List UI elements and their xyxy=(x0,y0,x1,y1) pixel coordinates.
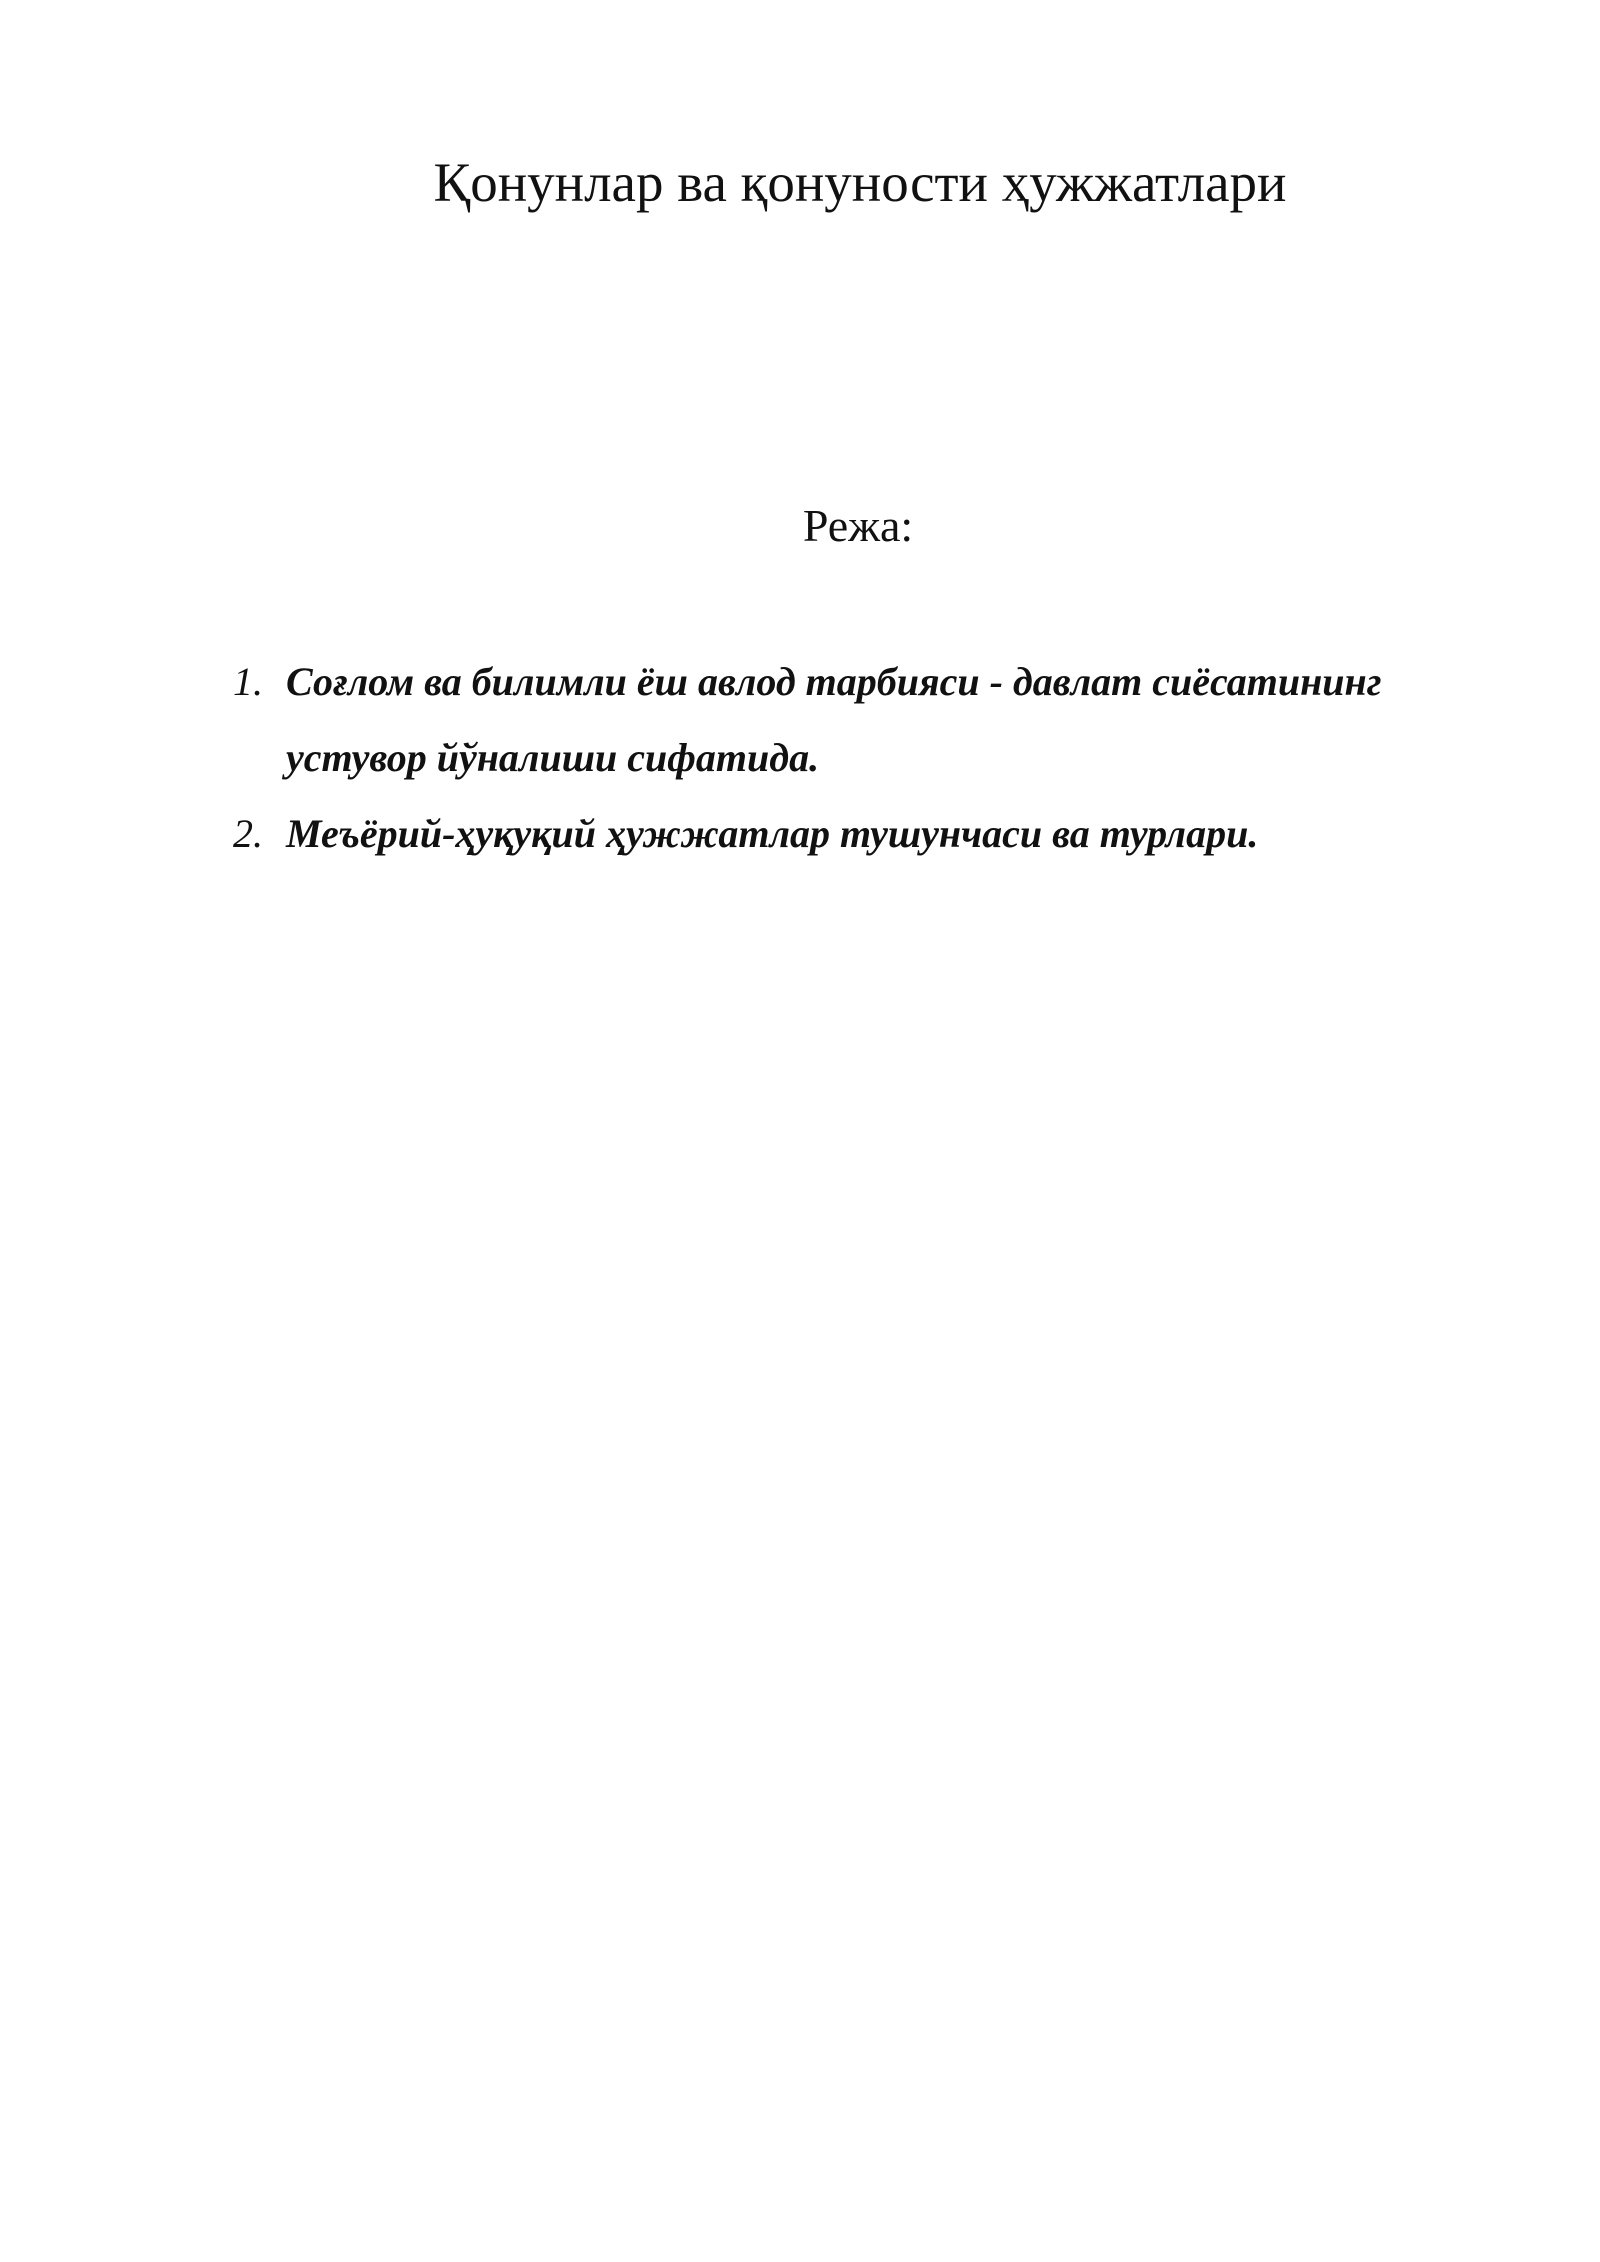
plan-item-text: Меъёрий-ҳуқуқий ҳужжатлар тушунчаси ва турлари. xyxy=(286,811,1259,856)
plan-item-text: Соғлом ва билимли ёш авлод тарбияси - давлат сиёсатининг устувор йўналиши сифатида. xyxy=(286,659,1382,780)
plan-item-number: 2. xyxy=(233,811,263,856)
plan-heading: Режа: xyxy=(802,500,914,551)
plan-item-2 xyxy=(230,796,1500,872)
plan-item-1 xyxy=(230,644,1500,796)
plan-item-number: 1. xyxy=(233,659,263,704)
document-title: Қонунлар ва қонуности ҳужжатлари xyxy=(433,152,1287,213)
plan-list xyxy=(230,644,1500,872)
